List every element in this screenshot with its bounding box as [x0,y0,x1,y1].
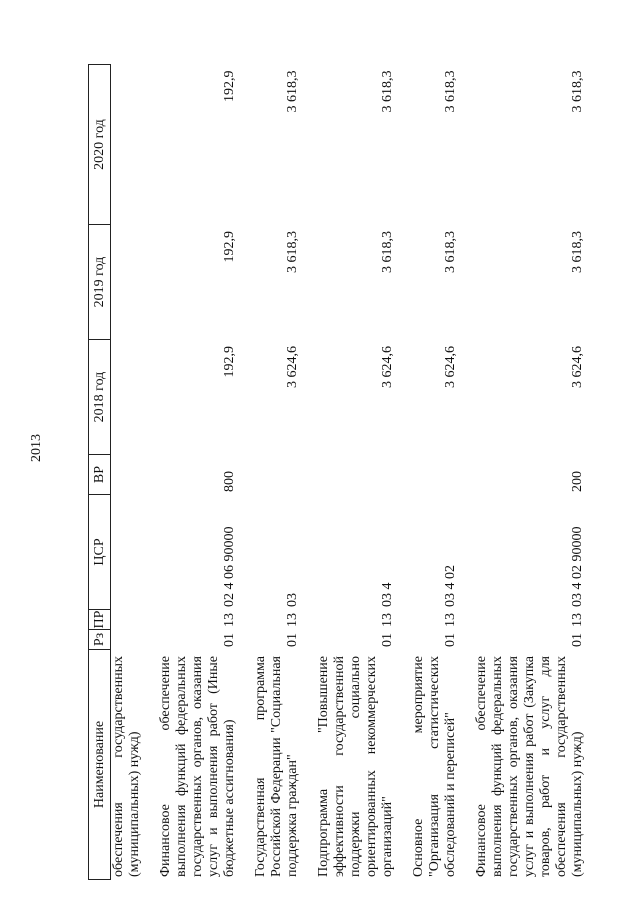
row-pr [111,610,145,630]
row-vr: 200 [570,471,585,492]
row-rz: 01 [222,633,237,647]
row-name: обеспечения государственных (муниципальных) нужд) [111,656,142,877]
row-csr: 03 [285,593,300,607]
row-csr: 03 4 02 90000 [570,526,585,607]
row-2018: 3 624,6 [443,346,458,388]
row-2018: 3 624,6 [285,346,300,388]
row-2019: 3 618,3 [570,231,585,273]
row-csr: 02 4 06 90000 [222,526,237,607]
row-rz: 01 [443,633,458,647]
row-pr: 13 [380,613,395,627]
row-2020: 3 618,3 [285,70,300,113]
table-row [397,65,460,880]
header-vr: ВР [89,455,111,495]
header-2019: 2019 год [89,225,111,340]
header-pr: ПР [89,610,111,630]
row-pr: 13 [285,613,300,627]
row-vr [302,455,397,495]
page-number: 2013 [29,434,44,462]
row-vr [111,455,145,495]
row-name: Финансовое обеспечение выполнения функций федеральных государственных органов, оказания услуг и выполнения работ (Закупка товаров, работ и услуг для обеспечения государственных (муниципальных) нужд) [474,656,585,877]
table-header-row [89,65,111,880]
row-vr [397,455,460,495]
row-pr: 13 [570,613,585,627]
row-2020: 3 618,3 [380,70,395,113]
row-2019: 3 618,3 [285,231,300,273]
row-name: Государственная программа Российской Федерации "Социальная поддержка граждан" [253,656,300,877]
row-2019: 3 618,3 [443,231,458,273]
row-2018: 192,9 [222,346,237,378]
row-2020: 192,9 [222,70,237,102]
row-2018: 3 624,6 [380,346,395,388]
row-vr: 800 [222,471,237,492]
row-rz: 01 [570,633,585,647]
row-2018: 3 624,6 [570,346,585,388]
row-name: Основное мероприятие "Организация статистических обследований и переписей" [411,656,458,877]
header-csr: ЦСР [89,495,111,610]
row-rz: 01 [285,633,300,647]
table-row [460,65,587,880]
table-row [111,65,145,880]
row-2020: 3 618,3 [570,70,585,113]
header-rz: Рз [89,630,111,650]
table-row [302,65,397,880]
row-name: Финансовое обеспечение выполнения функций федеральных государственных органов, оказания услуг и выполнения работ (Иные бюджетные ассигнования) [158,656,237,877]
row-vr [239,455,302,495]
row-2020: 3 618,3 [443,70,458,113]
row-2019 [111,225,145,340]
row-2019: 192,9 [222,231,237,263]
row-csr [111,495,145,610]
budget-table [88,64,587,880]
header-2020: 2020 год [89,65,111,225]
row-rz [111,630,145,650]
row-csr: 03 4 [380,582,395,607]
header-2018: 2018 год [89,340,111,455]
row-2020 [111,65,145,225]
row-name: Подпрограмма "Повышение эффективности государственной поддержки социально ориентированных некоммерческих организаций" [316,656,395,877]
table-row [239,65,302,880]
header-name: Наименование [89,650,111,880]
row-2019: 3 618,3 [380,231,395,273]
rotated-page [88,65,600,880]
row-2018 [111,340,145,455]
row-csr: 03 4 02 [443,565,458,607]
table-row [144,65,239,880]
row-pr: 13 [222,613,237,627]
row-rz: 01 [380,633,395,647]
row-pr: 13 [443,613,458,627]
